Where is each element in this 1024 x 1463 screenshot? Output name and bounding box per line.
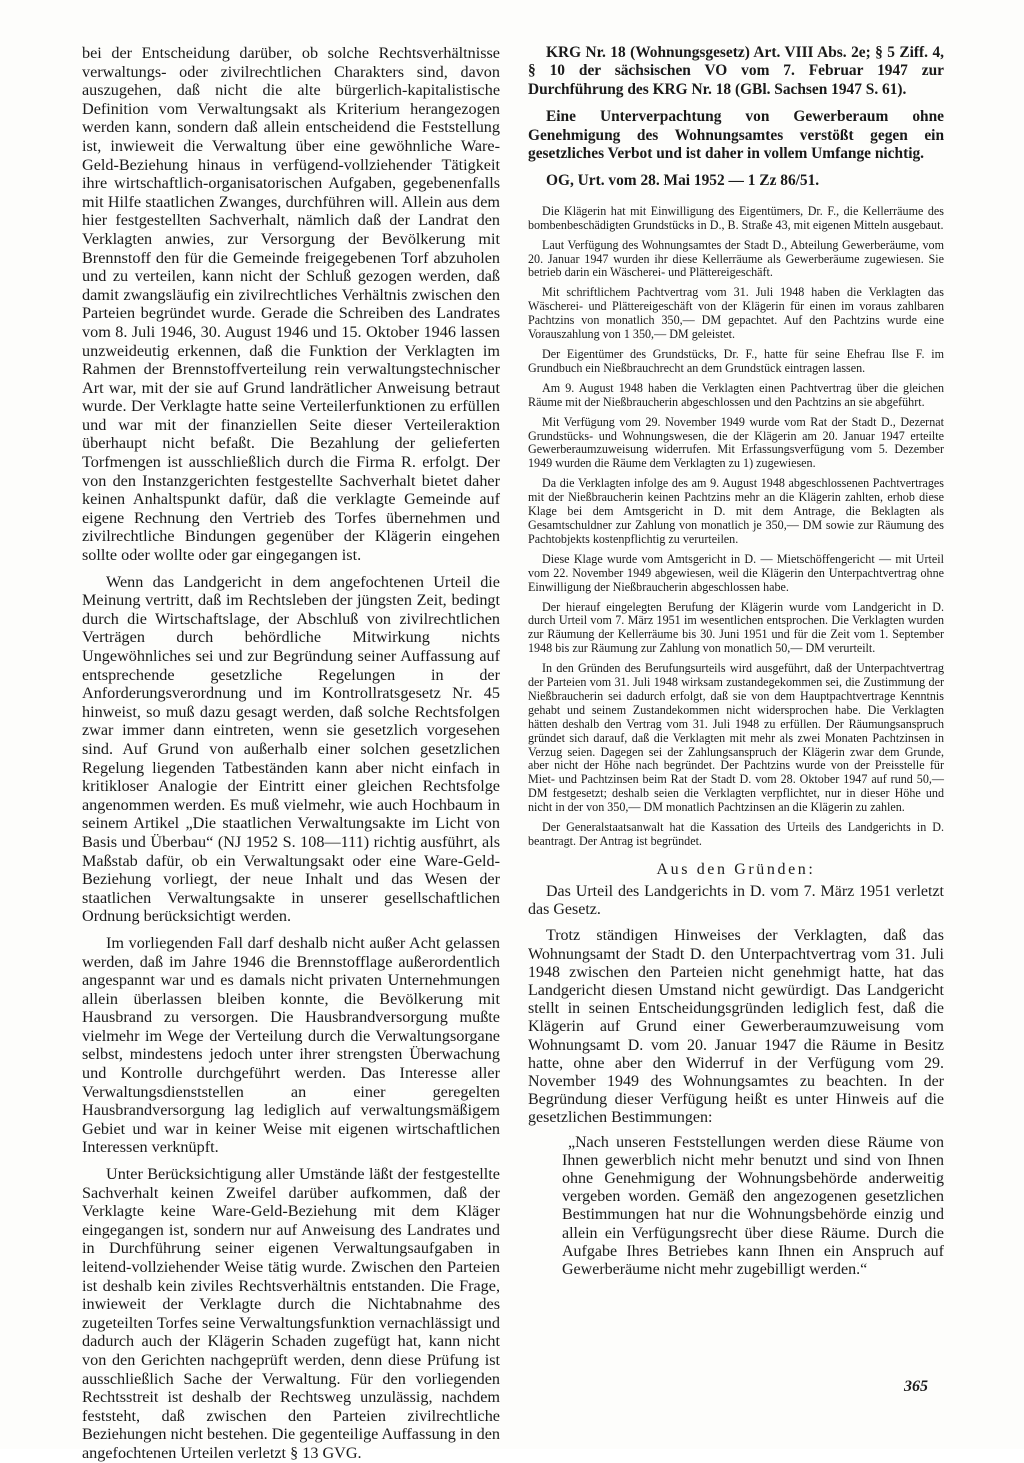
facts-paragraph-7: Da die Verklagten infolge des am 9. August 1948 abgeschlossenen Pachtvertrages mit der Nießbraucherin keinen Pachtzins mehr an die Klägerin zahlten, erhob diese Klage bei dem Amtsgericht in D. mit dem Antrage, die Beklagten als Gesamtschuldner zur Zahlung von monatlich je 350,— DM sowie zur Räumung des Pachtobjekts kostenpflichtig zu verurteilen. — [528, 476, 944, 546]
left-paragraph-3: Im vorliegenden Fall darf deshalb nicht außer Acht gelassen werden, daß im Jahre 1946 die Brennstofflage außerordentlich angespannt war und es damals nicht privaten Unternehmungen allein überlassen bleiben konnte, die Bevölkerung mit Hausbrand zu versorgen. Die Hausbrandversorgung mußte vielmehr im Wege der Verteilung durch die Verwaltungsorgane selbst, mindestens jedoch unter ihrer strengsten Überwachung und Kontrolle durchgeführt werden. Das Interesse aller Verwaltungsdienststellen an einer geregelten Hausbrandversorgung lag lediglich auf verwaltungsmäßigem Gebiet und war in keiner Weise mit eigenen wirtschaftlichen Interessen verknüpft. — [82, 933, 500, 1157]
right-column — [528, 44, 944, 1279]
facts-section — [528, 205, 944, 849]
headnote: Eine Unterverpachtung von Gewerberaum ohne Genehmigung des Wohnungsamtes verstößt gegen ein gesetzliches Verbot und ist daher in vollem Umfange nichtig. — [528, 108, 944, 163]
reasons-paragraph-2: Trotz ständigen Hinweises der Verklagten, daß das Wohnungsamt der Stadt D. den Unterpachtvertrag vom 31. Juli 1948 zwischen den Parteien nicht genehmigt hatte, hat das Landgericht diesen Umstand nicht gewürdigt. Das Landgericht stellt in seinen Entscheidungsgründen lediglich fest, daß die Klägerin auf Grund einer Gewerberaumzuweisung vom Wohnungsamt D. vom 20. Januar 1947 die Räume in Besitz hatte, ohne aber den Widerruf in der Verfügung vom 29. November 1949 des Wohnungsamtes zu beachten. In der Begründung dieser Verfügung heißt es unter Hinweis auf die gesetzlichen Bestimmungen: — [528, 927, 944, 1127]
left-paragraph-1: bei der Entscheidung darüber, ob solche Rechtsverhältnisse verwaltungs- oder zivilrechtlichen Charakters sind, davon auszugehen, daß nicht die alte bürgerlich-kapitalistische Definition vom Verwaltungsakt als Kriterium herangezogen werden kann, sondern daß allein entscheidend die Feststellung ist, inwieweit die Verwaltung über eine gewöhnliche Ware-Geld-Beziehung hinaus in verfügend-vollziehender Tätigkeit ihre wirtschaftlich-organisatorischen Aufgaben, gegebenenfalls mit Hilfe staatlichen Zwanges, durchführen will. Allein aus dem hier festgestellten Sachverhalt, nämlich daß der Landrat den Verklagten anwies, zur Versorgung der Bevölkerung mit Brennstoff den für die Gemeinde freigegebenen Torf abzuholen und zu verteilen, kann nicht der Schluß gezogen werden, daß damit zwangsläufig ein zivilrechtliches Verhältnis zwischen den Parteien begründet wurde. Gerade die Schreiben des Landrates vom 8. Juli 1946, 30. August 1946 und 15. Oktober 1946 lassen unzweideutig erkennen, daß die Funktion der Verklagten im Rahmen der Brennstoffverteilung rein verwaltungstechnischer Art war, mit der sie auf Grund landrätlicher Anweisung betraut wurde. Der Verklagte hatte seine Verteilerfunktionen zu erfüllen und war mit der finanziellen Seite dieser Verteileraktion überhaupt nicht befaßt. Die Bezahlung der gelieferten Torfmengen ist ausschließlich durch die Firma R. erfolgt. Der von den Instanzgerichten festgestellte Sachverhalt bietet daher keinen Anhaltspunkt dafür, daß die verklagte Gemeinde auf eigene Rechnung den Vertrieb des Torfes übernehmen und zivilrechtliche Bindungen gegenüber der Klägerin eingehen sollte oder wollte oder gar eingegangen ist. — [82, 44, 500, 565]
facts-paragraph-9: Der hierauf eingelegten Berufung der Klägerin wurde vom Landgericht in D. durch Urteil vom 7. März 1951 im wesentlichen entsprochen. Die Verklagten wurden zur Räumung der Kellerräume bis 30. Juni 1951 und für die Zeit vom 1. September 1948 bis zur Räumung zur Zahlung von monatlich 50,— DM verurteilt. — [528, 599, 944, 656]
reasons-paragraph-1: Das Urteil des Landgerichts in D. vom 7. März 1951 verletzt das Gesetz. — [528, 882, 944, 919]
facts-paragraph-10: In den Gründen des Berufungsurteils wird ausgeführt, daß der Unterpachtvertrag der Parteien vom 31. Juli 1948 wirksam zustandegekommen sei, die Zustimmung der Nießbraucherin sei dadurch erfolgt, daß sie von dem Hauptpachtvertrage Kenntnis gehabt und seinem Zustandekommen nicht widersprochen habe. Die Verklagten hätten deshalb den Vertrag vom 31. Juli 1948 zu erfüllen. Der Räumungsanspruch gründet sich darauf, daß die Verklagten mit mehr als zwei Monaten Pachtzinsen in Verzug seien. Dagegen sei der Zahlungsanspruch der Klägerin zwar dem Grunde, aber nicht der Höhe nach begründet. Der Pachtzins wurde von der Preisstelle für Miet- und Pachtzinsen beim Rat der Stadt D. vom 28. Oktober 1947 auf rund 50,— DM festgesetzt; deshalb seien die Verklagten verpflichtet, nur in dieser Höhe und nicht in der von 350,— DM monatlich Pachtzinsen an die Klägerin zu zahlen. — [528, 661, 944, 815]
facts-paragraph-6: Mit Verfügung vom 29. November 1949 wurde vom Rat der Stadt D., Dezernat Grundstücks- und Wohnungswesen, die der Klägerin am 20. Januar 1947 erteilte Gewerberaumzuweisung widerrufen. Mit Erfassungsverfügung vom 5. Dezember 1949 wurden die Räume dem Verklagten zu 1) zugewiesen. — [528, 414, 944, 471]
facts-paragraph-5: Am 9. August 1948 haben die Verklagten einen Pachtvertrag über die gleichen Räume mit der Nießbraucherin abgeschlossen und den Pachtzins an sie abgeführt. — [528, 380, 944, 409]
facts-paragraph-4: Der Eigentümer des Grundstücks, Dr. F., hatte für seine Ehefrau Ilse F. im Grundbuch ein Nießbrauchrecht an dem Grundstück eintragen lassen. — [528, 347, 944, 375]
left-column — [82, 44, 500, 1463]
facts-paragraph-8: Diese Klage wurde vom Amtsgericht in D. — Mietschöffengericht — mit Urteil vom 22. November 1949 abgewiesen, weil die Klägerin den Unterpachtvertrag ohne Einwilligung der Nießbraucherin abgeschlossen habe. — [528, 551, 944, 594]
statute-heading: KRG Nr. 18 (Wohnungsgesetz) Art. VIII Abs. 2e; § 5 Ziff. 4, § 10 der sächsischen VO vom 7. Februar 1947 zur Durchführung des KRG Nr. 18 (GBl. Sachsen 1947 S. 61). — [528, 44, 944, 98]
facts-paragraph-11: Der Generalstaatsanwalt hat die Kassation des Urteils des Landgerichts in D. beantragt. Der Antrag ist begründet. — [528, 820, 944, 848]
reasons-title: Aus den Gründen: — [656, 860, 816, 878]
quoted-ruling: „Nach unseren Feststellungen werden diese Räume von Ihnen gewerblich nicht mehr benutzt und sind von Ihnen ohne Genehmigung der Wohnungsbehörde anderweitig vergeben worden. Gemäß den angezogenen gesetzlichen Bestimmungen hat nur die Wohnungsbehörde einzig und allein ein Verfügungsrecht über diese Räume. Durch die Aufgabe Ihres Betriebes kann Ihnen ein Anspruch auf Gewerberäume nicht mehr zugebilligt werden.“ — [562, 1133, 944, 1278]
facts-paragraph-3: Mit schriftlichem Pachtvertrag vom 31. Juli 1948 haben die Verklagten das Wäscherei- und Plättereigeschäft von der Klägerin für einen im voraus zahlbaren Pachtzins von monatlich 350,— DM gepachtet. Auf den Pachtzins wurde eine Vorauszahlung von 1 350,— DM geleistet. — [528, 285, 944, 342]
page-number: 365 — [904, 1378, 928, 1395]
left-paragraph-2: Wenn das Landgericht in dem angefochtenen Urteil die Meinung vertritt, daß im Rechtsleben der jüngsten Zeit, bedingt durch die Wirtschaftslage, der Abschluß von zivilrechtlichen Verträgen durch behördliche Mitwirkung nichts Ungewöhnliches sei und zur Begründung seiner Auffassung auf entsprechende gesetzliche Regelungen in der Anforderungsverordnung und im Kontrollratsgesetz Nr. 45 hinweist, so muß dazu gesagt werden, daß solche Rechtsfolgen zwar immer dann eintreten, wenn sie gesetzlich vorgesehen sind. Auf Grund von außerhalb einer solchen gesetzlichen Regelung liegenden Tatbeständen kann aber nicht einfach in kritikloser Analogie der Eintritt einer gleichen Rechtsfolge angenommen werden. Es muß vielmehr, wie auch Hochbaum in seinem Artikel „Die staatlichen Verwaltungsakte im Licht von Basis und Überbau“ (NJ 1952 S. 108—111) richtig ausführt, als Maßstab dafür, ob ein Verwaltungsakt oder eine Ware-Geld-Beziehung vorliegt, der neue Inhalt und das Wesen der staatlichen Verwaltungsakte in unserer gesellschaftlichen Ordnung berücksichtigt werden. — [82, 572, 500, 926]
facts-paragraph-1: Die Klägerin hat mit Einwilligung des Eigentümers, Dr. F., die Kellerräume des bombenbeschädigten Grundstücks in D., B. Straße 43, mit eigenen Mitteln ausgebaut. — [528, 203, 944, 232]
left-paragraph-4: Unter Berücksichtigung aller Umstände läßt der festgestellte Sachverhalt keinen Zweifel darüber aufkommen, daß der Verklagte keine Ware-Geld-Beziehung mit dem Kläger eingegangen ist, sondern nur auf Anweisung des Landrates und in Durchführung seiner eigenen Verwaltungsaufgaben in leitend-vollziehender Weise tätig wurde. Zwischen den Parteien ist deshalb kein ziviles Rechtsverhältnis entstanden. Die Frage, inwieweit der Verklagte durch die Nichtabnahme des zugeteilten Torfes seine Verwaltungsfunktion vernachlässigt und dadurch auch der Klägerin Schaden zugefügt hat, kann nicht von den Gerichten nachgeprüft werden, denn diese Prüfung ist ausschließlich Sache der Verwaltung. Für den vorliegenden Rechtsstreit ist deshalb der Rechtsweg unzulässig, nachdem feststeht, daß zwischen den Parteien zivilrechtliche Beziehungen nicht bestehen. Die gegenteilige Auffassung in den angefochtenen Urteilen verletzt § 13 GVG. — [82, 1165, 500, 1462]
court-decision-line: OG, Urt. vom 28. Mai 1952 — 1 Zz 86/51. — [546, 172, 820, 190]
facts-paragraph-2: Laut Verfügung des Wohnungsamtes der Stadt D., Abteilung Gewerberäume, vom 20. Januar 1947 wurden ihr diese Kellerräume als Gewerberäume zugewiesen. Sie betrieb darin ein Wäscherei- und Plättereigeschäft. — [528, 237, 944, 280]
